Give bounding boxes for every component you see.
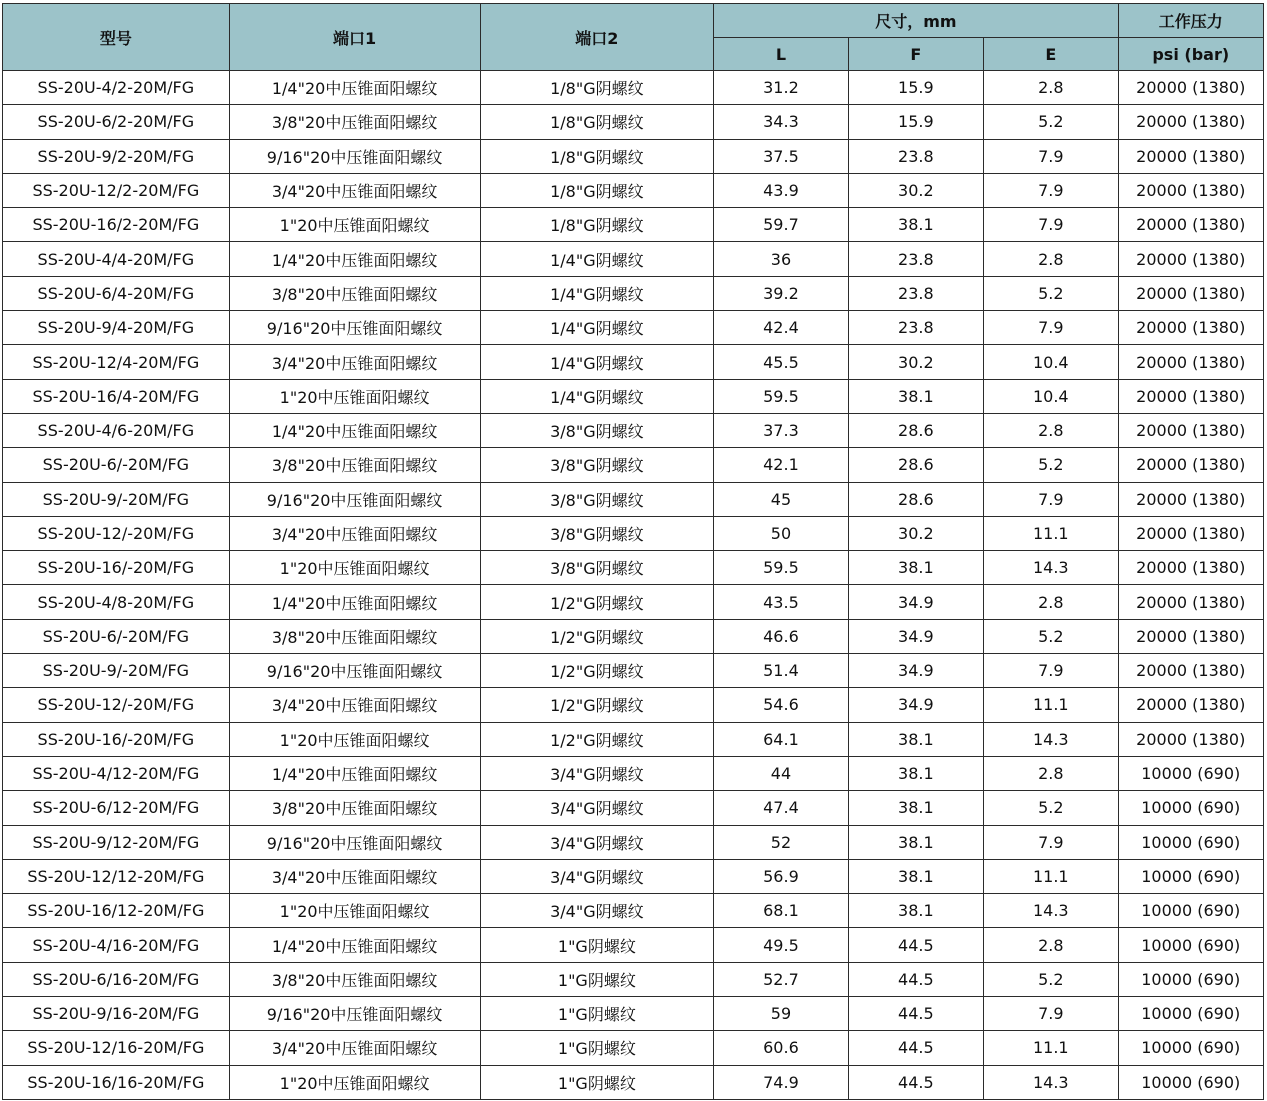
cell-model: SS-20U-16/2-20M/FG [3, 208, 230, 242]
cell-model: SS-20U-9/16-20M/FG [3, 997, 230, 1031]
cell-port2: 1/2"G阴螺纹 [480, 585, 714, 619]
cell-port2: 3/4"G阴螺纹 [480, 859, 714, 893]
cell-port1: 3/8"20中压锥面阳螺纹 [229, 962, 480, 996]
table-row [3, 105, 1264, 139]
cell-pressure: 20000 (1380) [1118, 413, 1264, 447]
cell-model: SS-20U-9/12-20M/FG [3, 825, 230, 859]
cell-dim-f: 23.8 [848, 242, 983, 276]
cell-dim-l: 37.3 [714, 413, 848, 447]
cell-dim-e: 11.1 [984, 688, 1118, 722]
cell-dim-l: 52.7 [714, 962, 848, 996]
cell-dim-e: 7.9 [984, 311, 1118, 345]
cell-dim-l: 44 [714, 756, 848, 790]
cell-dim-l: 49.5 [714, 928, 848, 962]
cell-model: SS-20U-12/12-20M/FG [3, 859, 230, 893]
cell-pressure: 10000 (690) [1118, 1031, 1264, 1065]
cell-port2: 1/4"G阴螺纹 [480, 345, 714, 379]
cell-dim-l: 45 [714, 482, 848, 516]
cell-port2: 3/4"G阴螺纹 [480, 756, 714, 790]
cell-port2: 3/8"G阴螺纹 [480, 551, 714, 585]
cell-pressure: 20000 (1380) [1118, 654, 1264, 688]
cell-pressure: 20000 (1380) [1118, 139, 1264, 173]
cell-pressure: 10000 (690) [1118, 997, 1264, 1031]
cell-pressure: 10000 (690) [1118, 859, 1264, 893]
cell-dim-e: 14.3 [984, 722, 1118, 756]
cell-dim-l: 51.4 [714, 654, 848, 688]
table-row [3, 654, 1264, 688]
cell-dim-e: 10.4 [984, 379, 1118, 413]
cell-dim-f: 30.2 [848, 345, 983, 379]
cell-port2: 3/4"G阴螺纹 [480, 894, 714, 928]
cell-port1: 1"20中压锥面阳螺纹 [229, 379, 480, 413]
cell-dim-f: 30.2 [848, 516, 983, 550]
cell-dim-e: 5.2 [984, 619, 1118, 653]
cell-dim-f: 15.9 [848, 71, 983, 105]
cell-port2: 1/4"G阴螺纹 [480, 311, 714, 345]
table-row [3, 208, 1264, 242]
cell-model: SS-20U-12/-20M/FG [3, 688, 230, 722]
table-row [3, 585, 1264, 619]
cell-port1: 9/16"20中压锥面阳螺纹 [229, 654, 480, 688]
cell-port1: 1/4"20中压锥面阳螺纹 [229, 585, 480, 619]
cell-port1: 3/4"20中压锥面阳螺纹 [229, 516, 480, 550]
cell-dim-l: 60.6 [714, 1031, 848, 1065]
cell-port2: 1/8"G阴螺纹 [480, 173, 714, 207]
cell-port1: 1/4"20中压锥面阳螺纹 [229, 242, 480, 276]
cell-port1: 1/4"20中压锥面阳螺纹 [229, 928, 480, 962]
cell-dim-l: 37.5 [714, 139, 848, 173]
cell-port2: 3/4"G阴螺纹 [480, 791, 714, 825]
cell-port2: 1/4"G阴螺纹 [480, 242, 714, 276]
cell-pressure: 20000 (1380) [1118, 688, 1264, 722]
cell-port1: 3/8"20中压锥面阳螺纹 [229, 619, 480, 653]
table-row [3, 173, 1264, 207]
cell-port1: 1"20中压锥面阳螺纹 [229, 208, 480, 242]
cell-model: SS-20U-16/4-20M/FG [3, 379, 230, 413]
cell-port1: 3/8"20中压锥面阳螺纹 [229, 105, 480, 139]
cell-model: SS-20U-4/12-20M/FG [3, 756, 230, 790]
cell-dim-f: 38.1 [848, 859, 983, 893]
cell-dim-l: 47.4 [714, 791, 848, 825]
table-row [3, 379, 1264, 413]
header-dim-l: L [714, 38, 848, 71]
cell-pressure: 10000 (690) [1118, 791, 1264, 825]
cell-dim-f: 15.9 [848, 105, 983, 139]
cell-port2: 3/8"G阴螺纹 [480, 448, 714, 482]
cell-model: SS-20U-12/-20M/FG [3, 516, 230, 550]
cell-model: SS-20U-4/16-20M/FG [3, 928, 230, 962]
cell-dim-f: 28.6 [848, 482, 983, 516]
cell-port2: 1"G阴螺纹 [480, 928, 714, 962]
header-dimensions: 尺寸，mm [714, 4, 1118, 38]
cell-port1: 9/16"20中压锥面阳螺纹 [229, 997, 480, 1031]
cell-dim-f: 23.8 [848, 311, 983, 345]
cell-port2: 1/8"G阴螺纹 [480, 139, 714, 173]
cell-dim-e: 7.9 [984, 997, 1118, 1031]
cell-port2: 1"G阴螺纹 [480, 1031, 714, 1065]
cell-port1: 3/4"20中压锥面阳螺纹 [229, 173, 480, 207]
cell-dim-f: 38.1 [848, 722, 983, 756]
header-pressure-unit: psi (bar) [1118, 38, 1264, 71]
cell-port1: 3/4"20中压锥面阳螺纹 [229, 688, 480, 722]
cell-dim-f: 34.9 [848, 585, 983, 619]
cell-dim-f: 38.1 [848, 551, 983, 585]
cell-dim-f: 44.5 [848, 1031, 983, 1065]
cell-port2: 1/2"G阴螺纹 [480, 688, 714, 722]
table-header [3, 4, 1264, 71]
cell-port1: 1/4"20中压锥面阳螺纹 [229, 413, 480, 447]
cell-dim-e: 2.8 [984, 242, 1118, 276]
table-row [3, 448, 1264, 482]
cell-dim-e: 2.8 [984, 928, 1118, 962]
cell-port2: 1"G阴螺纹 [480, 962, 714, 996]
cell-dim-f: 34.9 [848, 654, 983, 688]
table-row [3, 276, 1264, 310]
table-row [3, 859, 1264, 893]
cell-dim-f: 38.1 [848, 825, 983, 859]
cell-dim-l: 56.9 [714, 859, 848, 893]
table-row [3, 71, 1264, 105]
cell-dim-l: 45.5 [714, 345, 848, 379]
cell-port1: 3/4"20中压锥面阳螺纹 [229, 345, 480, 379]
cell-port1: 9/16"20中压锥面阳螺纹 [229, 825, 480, 859]
cell-pressure: 10000 (690) [1118, 1065, 1264, 1099]
header-port2: 端口2 [480, 4, 714, 71]
cell-dim-e: 5.2 [984, 276, 1118, 310]
table-row [3, 516, 1264, 550]
cell-pressure: 10000 (690) [1118, 928, 1264, 962]
cell-dim-f: 44.5 [848, 997, 983, 1031]
cell-model: SS-20U-4/8-20M/FG [3, 585, 230, 619]
cell-dim-e: 2.8 [984, 585, 1118, 619]
header-pressure: 工作压力 [1118, 4, 1264, 38]
cell-pressure: 20000 (1380) [1118, 448, 1264, 482]
cell-dim-l: 74.9 [714, 1065, 848, 1099]
cell-model: SS-20U-9/2-20M/FG [3, 139, 230, 173]
cell-port2: 1/4"G阴螺纹 [480, 276, 714, 310]
cell-dim-l: 43.5 [714, 585, 848, 619]
table-row [3, 825, 1264, 859]
cell-pressure: 20000 (1380) [1118, 311, 1264, 345]
table-row [3, 139, 1264, 173]
table-row [3, 791, 1264, 825]
cell-model: SS-20U-16/-20M/FG [3, 551, 230, 585]
cell-dim-e: 5.2 [984, 962, 1118, 996]
cell-dim-e: 7.9 [984, 825, 1118, 859]
cell-dim-l: 68.1 [714, 894, 848, 928]
cell-port2: 1/2"G阴螺纹 [480, 722, 714, 756]
cell-dim-e: 7.9 [984, 208, 1118, 242]
cell-pressure: 20000 (1380) [1118, 722, 1264, 756]
cell-dim-e: 2.8 [984, 756, 1118, 790]
cell-port2: 1/8"G阴螺纹 [480, 208, 714, 242]
cell-model: SS-20U-6/16-20M/FG [3, 962, 230, 996]
cell-dim-l: 59.5 [714, 379, 848, 413]
spec-table [2, 3, 1264, 1100]
cell-model: SS-20U-4/4-20M/FG [3, 242, 230, 276]
cell-port2: 3/8"G阴螺纹 [480, 516, 714, 550]
cell-pressure: 20000 (1380) [1118, 345, 1264, 379]
cell-dim-f: 38.1 [848, 208, 983, 242]
cell-port2: 1"G阴螺纹 [480, 1065, 714, 1099]
cell-model: SS-20U-4/6-20M/FG [3, 413, 230, 447]
cell-port1: 3/8"20中压锥面阳螺纹 [229, 448, 480, 482]
cell-dim-l: 64.1 [714, 722, 848, 756]
table-row [3, 242, 1264, 276]
cell-dim-e: 7.9 [984, 139, 1118, 173]
table-row [3, 894, 1264, 928]
table-row [3, 413, 1264, 447]
cell-pressure: 20000 (1380) [1118, 379, 1264, 413]
cell-pressure: 10000 (690) [1118, 756, 1264, 790]
cell-port1: 3/4"20中压锥面阳螺纹 [229, 1031, 480, 1065]
cell-model: SS-20U-6/4-20M/FG [3, 276, 230, 310]
cell-dim-f: 38.1 [848, 379, 983, 413]
cell-dim-l: 59 [714, 997, 848, 1031]
cell-model: SS-20U-12/16-20M/FG [3, 1031, 230, 1065]
table-row [3, 1031, 1264, 1065]
cell-dim-f: 30.2 [848, 173, 983, 207]
cell-model: SS-20U-6/12-20M/FG [3, 791, 230, 825]
cell-model: SS-20U-6/-20M/FG [3, 448, 230, 482]
table-row [3, 1065, 1264, 1099]
table-row [3, 345, 1264, 379]
cell-pressure: 10000 (690) [1118, 825, 1264, 859]
header-dim-f: F [848, 38, 983, 71]
cell-dim-l: 43.9 [714, 173, 848, 207]
cell-dim-l: 36 [714, 242, 848, 276]
cell-pressure: 20000 (1380) [1118, 482, 1264, 516]
cell-pressure: 20000 (1380) [1118, 551, 1264, 585]
cell-model: SS-20U-9/-20M/FG [3, 482, 230, 516]
cell-pressure: 20000 (1380) [1118, 276, 1264, 310]
cell-port1: 9/16"20中压锥面阳螺纹 [229, 139, 480, 173]
header-model: 型号 [3, 4, 230, 71]
cell-pressure: 20000 (1380) [1118, 585, 1264, 619]
cell-pressure: 10000 (690) [1118, 894, 1264, 928]
cell-dim-l: 46.6 [714, 619, 848, 653]
cell-model: SS-20U-16/12-20M/FG [3, 894, 230, 928]
cell-pressure: 20000 (1380) [1118, 242, 1264, 276]
cell-dim-f: 28.6 [848, 413, 983, 447]
cell-dim-f: 23.8 [848, 139, 983, 173]
table-row [3, 928, 1264, 962]
table-row [3, 688, 1264, 722]
cell-pressure: 20000 (1380) [1118, 619, 1264, 653]
cell-dim-e: 11.1 [984, 516, 1118, 550]
cell-dim-f: 44.5 [848, 928, 983, 962]
cell-dim-f: 34.9 [848, 619, 983, 653]
cell-dim-l: 39.2 [714, 276, 848, 310]
cell-dim-f: 38.1 [848, 894, 983, 928]
cell-model: SS-20U-12/2-20M/FG [3, 173, 230, 207]
table-row [3, 619, 1264, 653]
cell-dim-e: 10.4 [984, 345, 1118, 379]
cell-dim-e: 7.9 [984, 654, 1118, 688]
cell-port2: 1/2"G阴螺纹 [480, 619, 714, 653]
cell-dim-l: 52 [714, 825, 848, 859]
cell-pressure: 20000 (1380) [1118, 173, 1264, 207]
cell-dim-e: 14.3 [984, 551, 1118, 585]
cell-dim-l: 42.4 [714, 311, 848, 345]
cell-dim-e: 7.9 [984, 173, 1118, 207]
cell-dim-e: 11.1 [984, 1031, 1118, 1065]
cell-pressure: 20000 (1380) [1118, 105, 1264, 139]
cell-port2: 3/8"G阴螺纹 [480, 482, 714, 516]
cell-port2: 3/4"G阴螺纹 [480, 825, 714, 859]
cell-port1: 3/4"20中压锥面阳螺纹 [229, 859, 480, 893]
cell-model: SS-20U-6/2-20M/FG [3, 105, 230, 139]
cell-pressure: 20000 (1380) [1118, 71, 1264, 105]
table-row [3, 551, 1264, 585]
cell-dim-f: 44.5 [848, 1065, 983, 1099]
cell-dim-l: 59.5 [714, 551, 848, 585]
cell-dim-e: 5.2 [984, 448, 1118, 482]
cell-dim-f: 38.1 [848, 791, 983, 825]
table-row [3, 722, 1264, 756]
cell-dim-f: 38.1 [848, 756, 983, 790]
header-port1: 端口1 [229, 4, 480, 71]
cell-model: SS-20U-9/-20M/FG [3, 654, 230, 688]
cell-dim-e: 2.8 [984, 413, 1118, 447]
table-body [3, 71, 1264, 1100]
cell-dim-e: 2.8 [984, 71, 1118, 105]
cell-port1: 3/8"20中压锥面阳螺纹 [229, 276, 480, 310]
cell-dim-f: 44.5 [848, 962, 983, 996]
cell-dim-f: 28.6 [848, 448, 983, 482]
cell-dim-e: 14.3 [984, 1065, 1118, 1099]
cell-dim-l: 50 [714, 516, 848, 550]
cell-dim-l: 42.1 [714, 448, 848, 482]
cell-dim-e: 11.1 [984, 859, 1118, 893]
cell-dim-l: 31.2 [714, 71, 848, 105]
cell-model: SS-20U-12/4-20M/FG [3, 345, 230, 379]
cell-dim-l: 59.7 [714, 208, 848, 242]
cell-model: SS-20U-16/16-20M/FG [3, 1065, 230, 1099]
cell-dim-l: 34.3 [714, 105, 848, 139]
cell-port1: 1"20中压锥面阳螺纹 [229, 894, 480, 928]
cell-port2: 1/4"G阴螺纹 [480, 379, 714, 413]
cell-dim-e: 7.9 [984, 482, 1118, 516]
cell-model: SS-20U-4/2-20M/FG [3, 71, 230, 105]
cell-port1: 9/16"20中压锥面阳螺纹 [229, 482, 480, 516]
cell-dim-f: 34.9 [848, 688, 983, 722]
table-row [3, 756, 1264, 790]
cell-model: SS-20U-9/4-20M/FG [3, 311, 230, 345]
cell-port1: 9/16"20中压锥面阳螺纹 [229, 311, 480, 345]
cell-port2: 1/8"G阴螺纹 [480, 105, 714, 139]
cell-port1: 1"20中压锥面阳螺纹 [229, 1065, 480, 1099]
cell-dim-e: 5.2 [984, 791, 1118, 825]
cell-pressure: 20000 (1380) [1118, 516, 1264, 550]
cell-port1: 1"20中压锥面阳螺纹 [229, 722, 480, 756]
table-row [3, 962, 1264, 996]
cell-port1: 3/8"20中压锥面阳螺纹 [229, 791, 480, 825]
cell-port1: 1/4"20中压锥面阳螺纹 [229, 756, 480, 790]
cell-model: SS-20U-6/-20M/FG [3, 619, 230, 653]
cell-dim-e: 14.3 [984, 894, 1118, 928]
table-row [3, 997, 1264, 1031]
cell-dim-e: 5.2 [984, 105, 1118, 139]
cell-port2: 1/2"G阴螺纹 [480, 654, 714, 688]
cell-pressure: 10000 (690) [1118, 962, 1264, 996]
cell-dim-l: 54.6 [714, 688, 848, 722]
cell-dim-f: 23.8 [848, 276, 983, 310]
table-row [3, 311, 1264, 345]
cell-pressure: 20000 (1380) [1118, 208, 1264, 242]
cell-port2: 1"G阴螺纹 [480, 997, 714, 1031]
cell-port1: 1/4"20中压锥面阳螺纹 [229, 71, 480, 105]
table-row [3, 482, 1264, 516]
cell-port2: 3/8"G阴螺纹 [480, 413, 714, 447]
cell-model: SS-20U-16/-20M/FG [3, 722, 230, 756]
cell-port1: 1"20中压锥面阳螺纹 [229, 551, 480, 585]
header-dim-e: E [984, 38, 1118, 71]
cell-port2: 1/8"G阴螺纹 [480, 71, 714, 105]
